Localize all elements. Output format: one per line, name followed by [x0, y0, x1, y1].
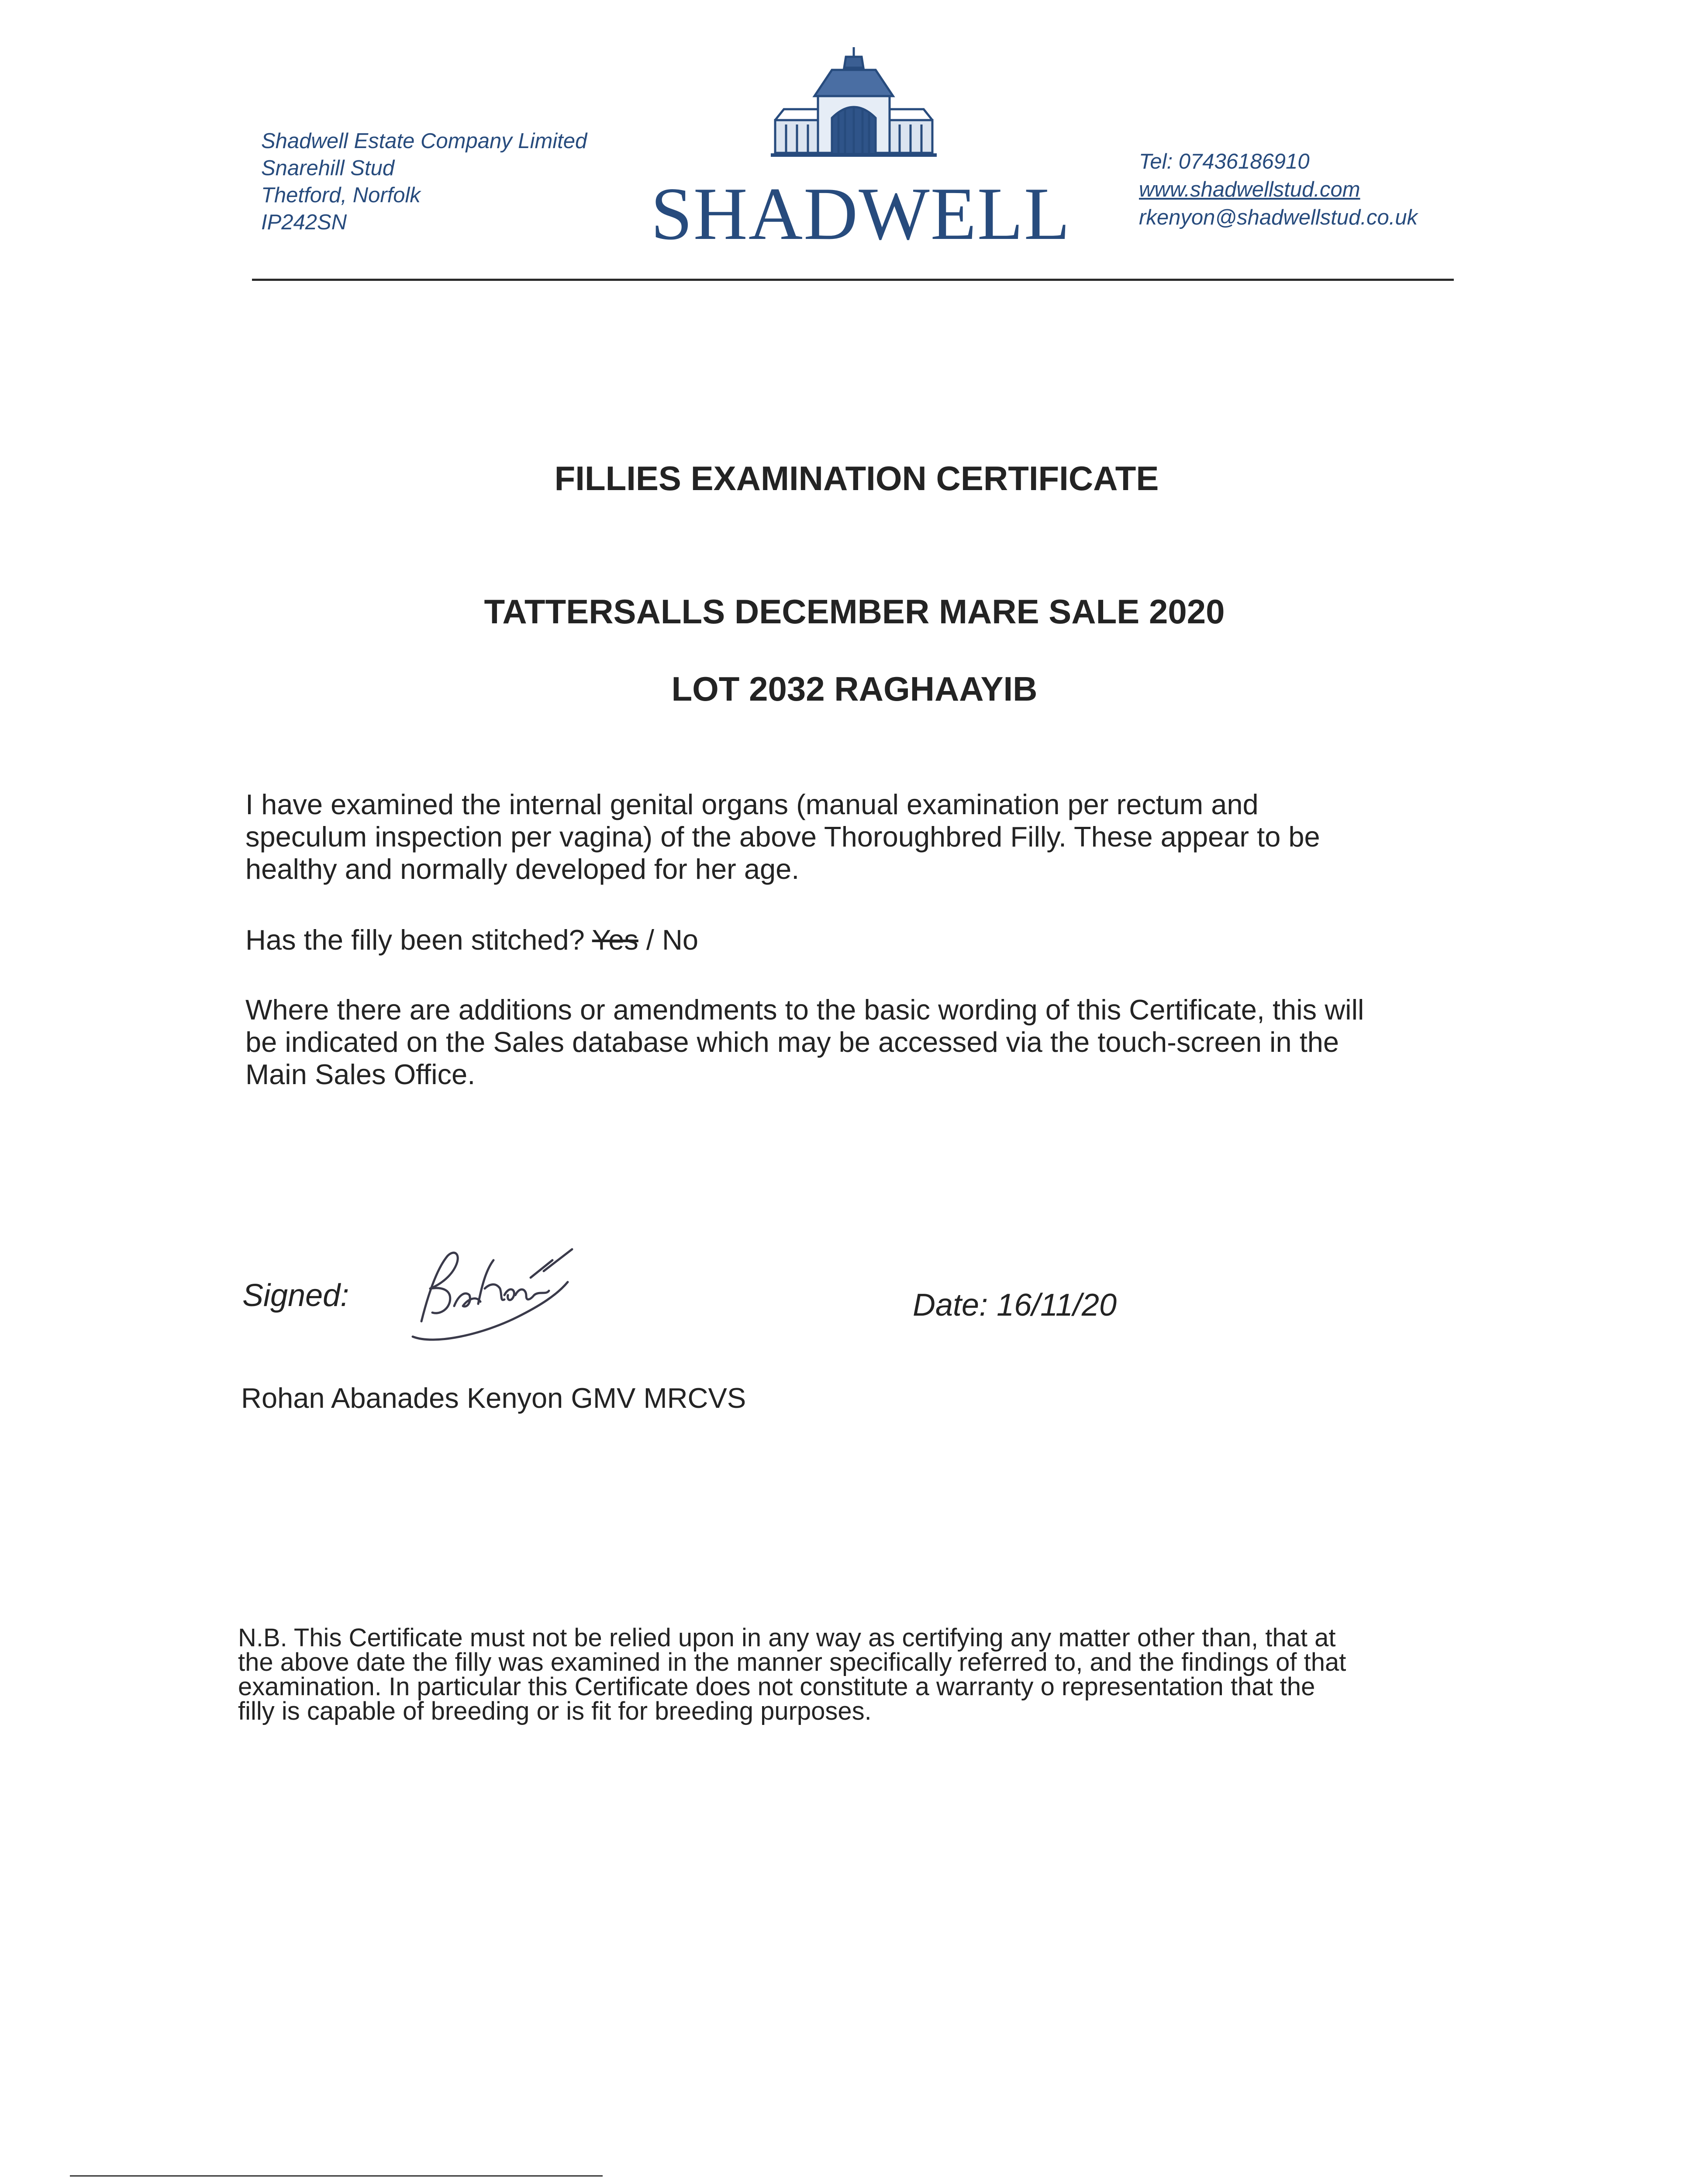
lot-title: [0, 667, 1687, 711]
telephone: Tel: 07436186910: [1139, 150, 1310, 173]
certificate-title: [0, 456, 1687, 500]
examination-line: healthy and normally developed for her age.: [245, 853, 800, 885]
amendments-statement: [245, 994, 1468, 1091]
email-address: rkenyon@shadwellstud.co.uk: [1139, 206, 1418, 229]
amendments-line: be indicated on the Sales database which may be accessed via the touch-screen in the: [245, 1026, 1339, 1058]
veterinarian-name: Rohan Abanades Kenyon GMV MRCVS: [241, 1382, 746, 1414]
address-line: Thetford, Norfolk: [261, 183, 421, 207]
note-line: examination. In particular this Certificate does not constitute a warranty o representation that the: [238, 1673, 1315, 1701]
sale-title-text: TATTERSALLS DECEMBER MARE SALE 2020: [484, 592, 1225, 631]
sale-title: [0, 590, 1687, 633]
stitched-yes-struck: Yes: [592, 924, 638, 956]
brand-name: SHADWELL: [651, 173, 1071, 256]
stitched-question: [245, 924, 1468, 956]
note-line: N.B. This Certificate must not be relied upon in any way as certifying any matter other than, that at: [238, 1624, 1336, 1652]
website-link[interactable]: www.shadwellstud.com: [1139, 178, 1360, 201]
header-divider: [252, 279, 1454, 281]
note-line: the above date the filly was examined in the manner specifically referred to, and the findings of that: [238, 1648, 1346, 1676]
amendments-line: Where there are additions or amendments to the basic wording of this Certificate, this will: [245, 994, 1364, 1026]
address-line: Snarehill Stud: [261, 156, 395, 180]
certificate-title-text: FILLIES EXAMINATION CERTIFICATE: [554, 459, 1159, 498]
company-contact: [1139, 148, 1532, 232]
examination-line: speculum inspection per vagina) of the above Thoroughbred Filly. These appear to be: [245, 821, 1320, 853]
address-line: Shadwell Estate Company Limited: [261, 129, 587, 153]
amendments-line: Main Sales Office.: [245, 1058, 476, 1090]
stitched-question-text: Has the filly been stitched?: [245, 924, 585, 956]
examination-statement: [245, 788, 1468, 885]
shadwell-logo: [651, 44, 1071, 256]
company-address: [261, 128, 654, 236]
gatehouse-emblem-icon: [766, 44, 941, 162]
address-line: IP242SN: [261, 211, 347, 234]
handwritten-signature: [395, 1230, 579, 1361]
lot-title-text: LOT 2032 RAGHAAYIB: [671, 670, 1038, 708]
signature-date: Date: 16/11/20: [913, 1288, 1117, 1323]
footer-divider: [70, 2175, 603, 2177]
stitched-separator: /: [638, 924, 662, 956]
disclaimer-note: [238, 1626, 1504, 1724]
stitched-no: No: [662, 924, 699, 956]
note-line: filly is capable of breeding or is fit for breeding purposes.: [238, 1697, 872, 1725]
signed-label: Signed:: [242, 1278, 349, 1313]
examination-line: I have examined the internal genital organs (manual examination per rectum and: [245, 788, 1259, 820]
